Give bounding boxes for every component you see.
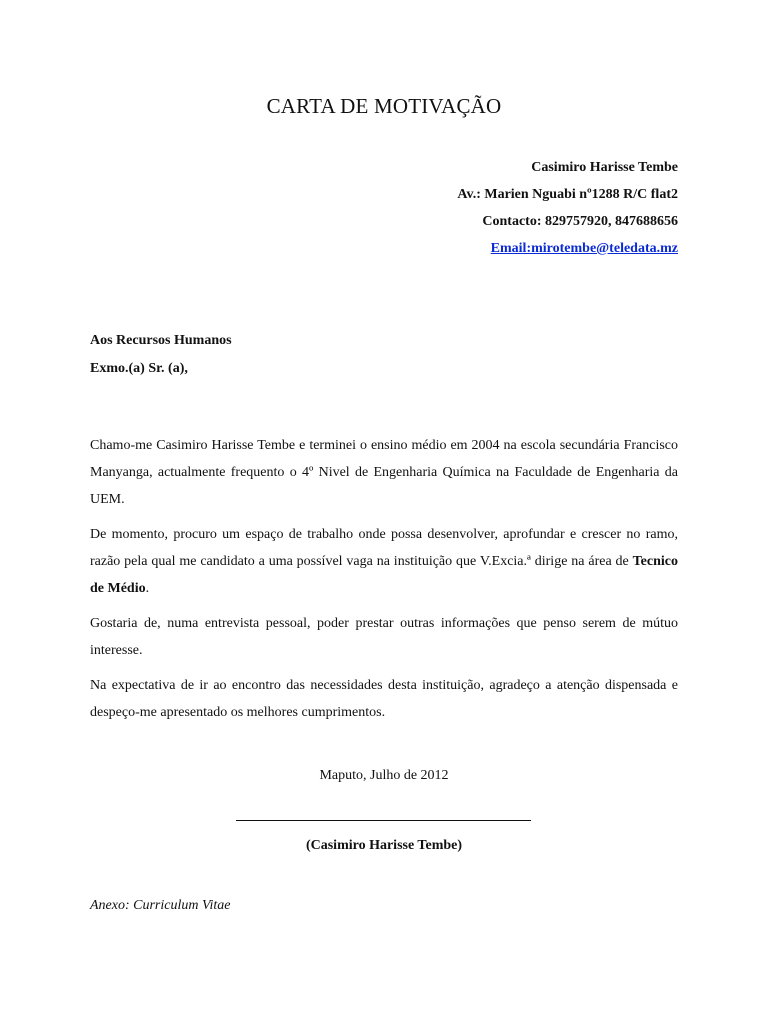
signature-line: [236, 820, 531, 821]
salutation: Exmo.(a) Sr. (a),: [90, 361, 188, 376]
body-paragraph-2-text: De momento, procuro um espaço de trabalho onde possa desenvolver, aprofundar e crescer no ramo, razão pela qual me candidato a uma possível vaga na instituição que V.Excia.ª dirige na área de: [90, 527, 678, 569]
sender-name: Casimiro Harisse Tembe: [531, 160, 678, 175]
body-paragraph-2-end: .: [145, 581, 150, 596]
place-date: Maputo, Julho de 2012: [319, 768, 449, 783]
body-paragraph-4: Na expectativa de ir ao encontro das necessidades desta instituição, agradeço a atenção dispensada e despeço-me apresentado os melhores cumprimentos.: [90, 678, 678, 720]
body-paragraph-2: [90, 521, 678, 602]
letter-body: [90, 432, 678, 734]
body-paragraph-3: Gostaria de, numa entrevista pessoal, poder prestar outras informações que penso serem de mútuo interesse.: [90, 616, 678, 658]
recipient-block: [90, 331, 232, 379]
sender-address: Av.: Marien Nguabi nº1288 R/C flat2: [457, 187, 678, 202]
recipient-department: Aos Recursos Humanos: [90, 333, 232, 348]
letter-title: CARTA DE MOTIVAÇÃO: [266, 94, 502, 118]
sender-block: [457, 154, 678, 262]
body-paragraph-1: Chamo-me Casimiro Harisse Tembe e terminei o ensino médio em 2004 na escola secundária Francisco Manyanga, actualmente frequento o 4º Nivel de Engenharia Química na Faculdade de Engenharia da UEM.: [90, 438, 678, 507]
job-position: Tecnico de Médio: [90, 554, 678, 596]
annex-note: Anexo: Curriculum Vitae: [90, 898, 231, 913]
sender-contact: Contacto: 829757920, 847688656: [482, 214, 678, 229]
signature-name: (Casimiro Harisse Tembe): [305, 838, 463, 853]
sender-email-link[interactable]: Email:mirotembe@teledata.mz: [490, 241, 678, 256]
